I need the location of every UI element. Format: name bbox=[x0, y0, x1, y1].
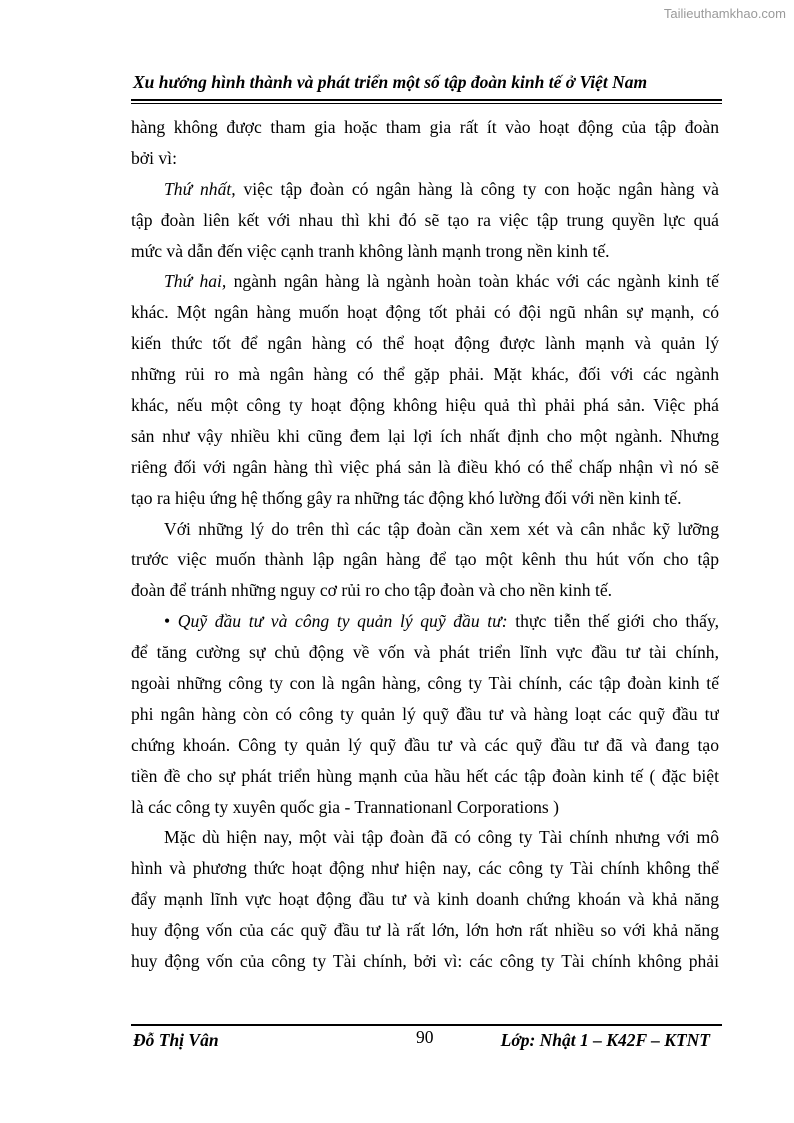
text-line bbox=[131, 606, 719, 637]
text-line: Với những lý do trên thì các tập đoàn cần xem xét và cân nhắc kỹ lưỡng bbox=[164, 518, 719, 539]
text-line: hàng không được tham gia hoặc tham gia rất ít vào hoạt động của tập đoàn bbox=[131, 117, 719, 137]
text-line: Mặc dù hiện nay, một vài tập đoàn đã có công ty Tài chính nhưng với mô bbox=[164, 827, 719, 848]
text-line: riêng đối với ngân hàng thì việc phá sản là điều khó có thể chấp nhận vì nó sẽ bbox=[131, 456, 719, 477]
paragraph-lead: Quỹ đầu tư và công ty quản lý quỹ đầu tư: bbox=[177, 611, 508, 632]
document-body bbox=[131, 112, 719, 977]
page-number: 90 bbox=[416, 1027, 434, 1047]
text-line: phi ngân hàng còn có công ty quản lý quỹ đầu tư và hàng loạt các quỹ đầu tư bbox=[131, 703, 719, 724]
paragraph-5 bbox=[131, 606, 719, 822]
text-line: kiến thức tốt để ngân hàng có thể hoạt động được lành mạnh và quản lý bbox=[131, 333, 719, 354]
text-line: tập đoàn liên kết với nhau thì khi đó sẽ tạo ra việc tập trung quyền lực quá bbox=[131, 209, 719, 230]
header-rule-thin bbox=[131, 103, 722, 104]
paragraph-lead: Thứ nhất, bbox=[164, 178, 236, 199]
text-line: sản như vậy nhiều khi cũng đem lại lợi ích nhất định cho một ngành. Nhưng bbox=[131, 425, 719, 446]
text-line: huy động vốn của các quỹ đầu tư là rất lớn, lớn hơn rất nhiều so với khả năng bbox=[131, 920, 719, 941]
text-line: khác, nếu một công ty hoạt động không hiệu quả thì phải phá sản. Việc phá bbox=[131, 395, 719, 416]
paragraph-6 bbox=[131, 822, 719, 976]
watermark: Tailieuthamkhao.com bbox=[663, 6, 786, 21]
text-line bbox=[131, 174, 719, 205]
text-line: đẩy mạnh lĩnh vực hoạt động đầu tư và kinh doanh chứng khoán và khả năng bbox=[131, 889, 719, 910]
footer-rule bbox=[131, 1024, 722, 1026]
header-rule bbox=[131, 99, 722, 101]
text-line: những rủi ro mà ngân hàng có thể gặp phải. Mặt khác, đối với các ngành bbox=[131, 364, 719, 385]
text-line: là các công ty xuyên quốc gia - Trannationanl Corporations ) bbox=[131, 796, 560, 817]
text-line: mức và dẫn đến việc cạnh tranh không lành mạnh trong nền kinh tế. bbox=[131, 240, 610, 261]
text-line: ngoài những công ty con là ngân hàng, công ty Tài chính, các tập đoàn kinh tế bbox=[131, 673, 719, 694]
footer-author: Đỗ Thị Vân bbox=[133, 1030, 219, 1050]
paragraph-2 bbox=[131, 174, 719, 267]
text-line: để tăng cường sự chủ động về vốn và phát triển lĩnh vực đầu tư tài chính, bbox=[131, 642, 719, 663]
text-line: hình và phương thức hoạt động như hiện nay, các công ty Tài chính không thể bbox=[131, 858, 719, 879]
page-header-title: Xu hướng hình thành và phát triển một số tập đoàn kinh tế ở Việt Nam bbox=[133, 72, 648, 92]
bullet-icon: • bbox=[164, 611, 171, 632]
text-run: thực tiễn thế giới cho thấy, bbox=[507, 611, 719, 632]
text-line: bởi vì: bbox=[131, 147, 177, 168]
paragraph-lead: Thứ hai, bbox=[164, 271, 227, 292]
text-line: huy động vốn của công ty Tài chính, bởi vì: các công ty Tài chính không phải bbox=[131, 951, 719, 972]
paragraph-4 bbox=[131, 514, 719, 607]
text-run: ngành ngân hàng là ngành hoàn toàn khác với các ngành kinh tế bbox=[226, 271, 719, 292]
text-line: tiền đề cho sự phát triển hùng mạnh của hầu hết các tập đoàn kinh tế ( đặc biệt bbox=[131, 765, 719, 786]
paragraph-3 bbox=[131, 266, 719, 513]
text-line: đoàn để tránh những nguy cơ rủi ro cho tập đoàn và cho nền kinh tế. bbox=[131, 580, 613, 601]
text-line: khác. Một ngân hàng muốn hoạt động tốt phải có đội ngũ nhân sự mạnh, có bbox=[131, 302, 719, 323]
text-line: tạo ra hiệu ứng hệ thống gây ra những tác động khó lường đối với nền kinh tế. bbox=[131, 487, 682, 508]
text-run: việc tập đoàn có ngân hàng là công ty con hoặc ngân hàng và bbox=[235, 178, 719, 199]
text-line bbox=[131, 266, 719, 297]
text-line: chứng khoán. Công ty quản lý quỹ đầu tư và các quỹ đầu tư đã và đang tạo bbox=[131, 734, 719, 755]
paragraph-1 bbox=[131, 112, 719, 174]
text-line: trước việc muốn thành lập ngân hàng để tạo một kênh thu hút vốn cho tập bbox=[131, 549, 719, 570]
footer-class-info: Lớp: Nhật 1 – K42F – KTNT bbox=[500, 1030, 710, 1050]
